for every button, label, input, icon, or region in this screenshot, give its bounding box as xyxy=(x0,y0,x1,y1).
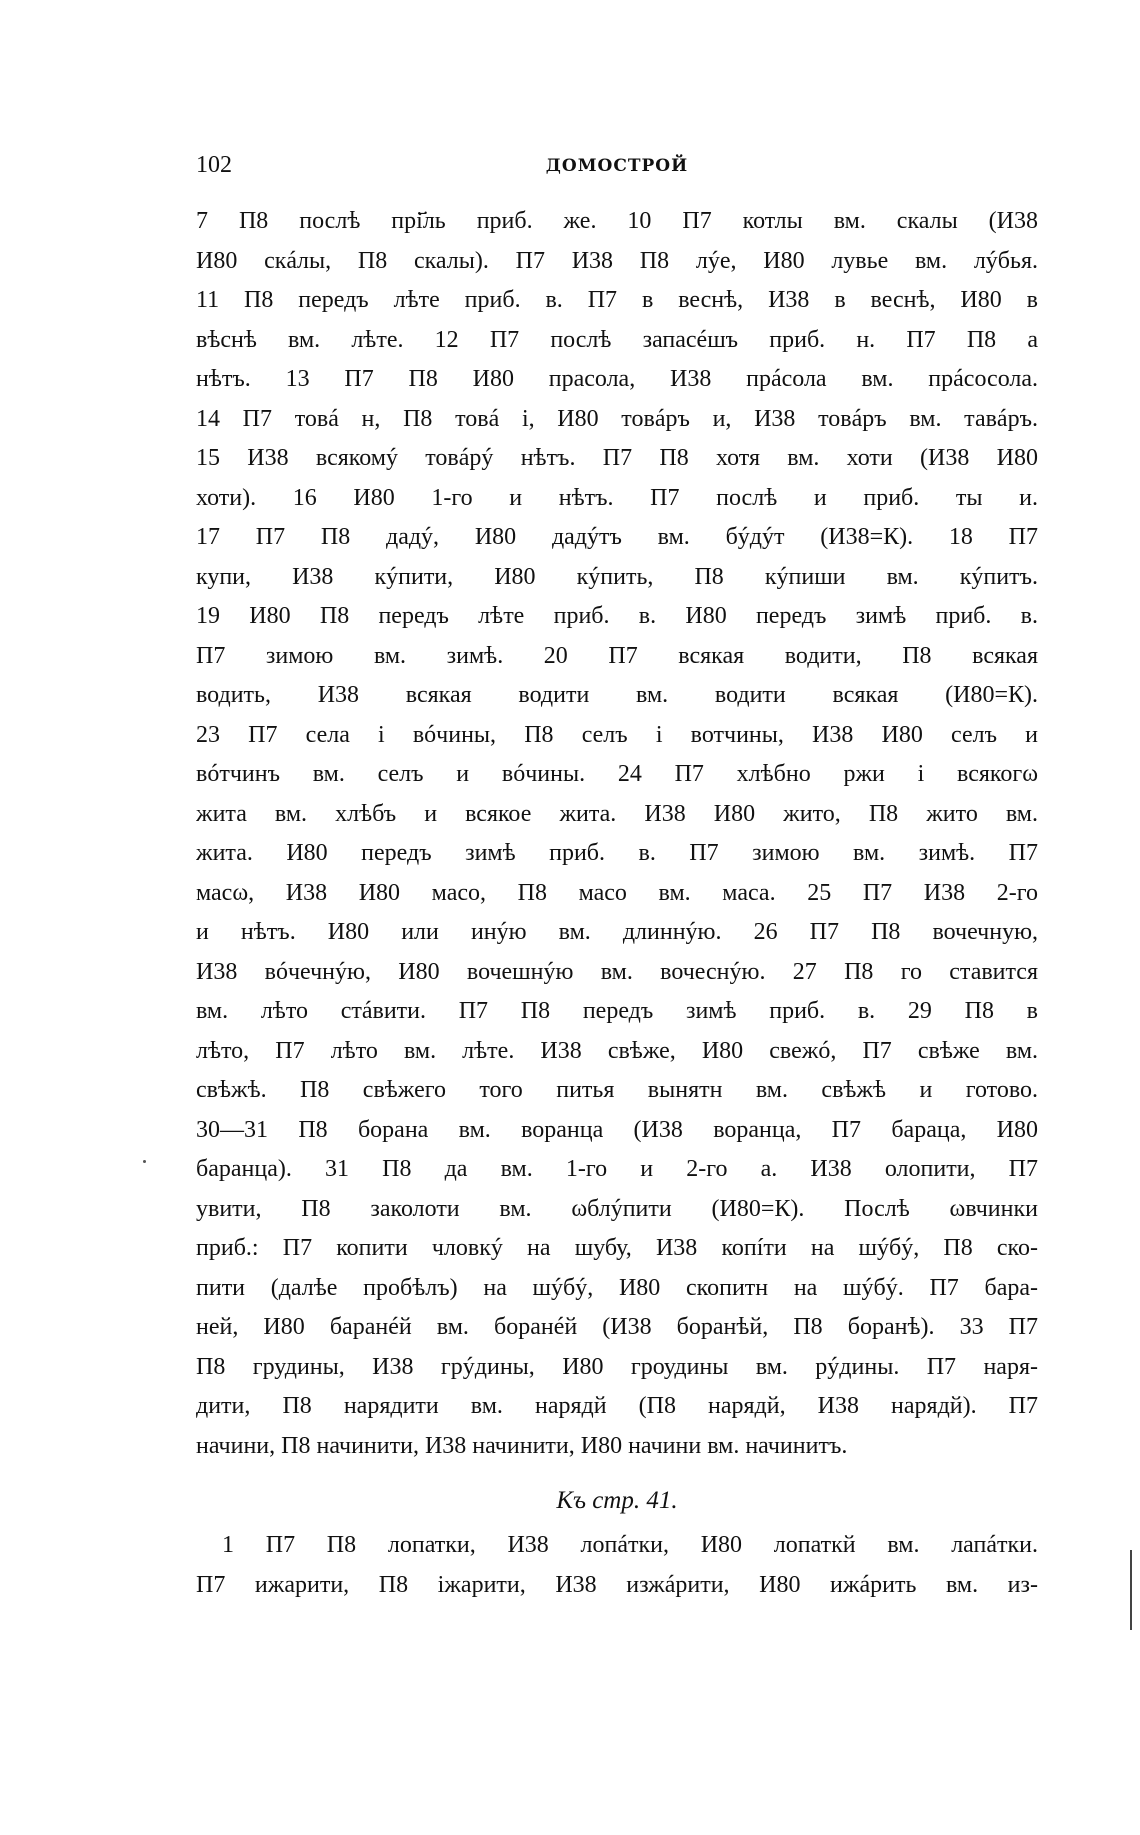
text-line: жита. И80 передъ зимѣ приб. в. П7 зимою вм. зимѣ. П7 xyxy=(196,840,1038,866)
text-line: нѣтъ. 13 П7 П8 И80 прасола, И38 прáсола вм. прáсосола. xyxy=(196,366,1038,392)
text-line: 7 П8 послѣ прі҃ль приб. же. 10 П7 котлы вм. скалы (И38 xyxy=(196,208,1038,234)
text-line: вóтчинъ вм. селъ и вóчины. 24 П7 хлѣбно ржи і всякогω xyxy=(196,761,1038,787)
text-line: хоти). 16 И80 1-го и нѣтъ. П7 послѣ и приб. ты и. xyxy=(196,484,1038,511)
text-line: 14 П7 товá н, П8 товá і, И80 товáръ и, И38 товáръ вм. тавáръ. xyxy=(196,405,1038,432)
page-header xyxy=(196,152,1038,192)
text-line: вм. лѣто стáвити. П7 П8 передъ зимѣ приб. в. 29 П8 в xyxy=(196,998,1038,1024)
text-line: 17 П7 П8 дадý, И80 дадýтъ вм. бýдýт (И38=К). 18 П7 xyxy=(196,524,1038,550)
text-line: П7 ижарити, П8 іжарити, И38 изжáрити, И80 ижáрить вм. из- xyxy=(196,1571,1038,1598)
text-line: П8 грудины, И38 грýдины, И80 гроудины вм. рýдины. П7 наря- xyxy=(196,1353,1038,1380)
text-line: 11 П8 передъ лѣте приб. в. П7 в веснѣ, И38 в веснѣ, И80 в xyxy=(196,287,1038,313)
text-line: лѣто, П7 лѣто вм. лѣте. И38 свѣже, И80 свежó, П7 свѣже вм. xyxy=(196,1037,1038,1064)
text-line: дити, П8 нарядити вм. нарядй (П8 нарядй, И38 нарядй). П7 xyxy=(196,1393,1038,1419)
text-line: пити (далѣе пробѣлъ) на шýбý, И80 скопитн на шýбý. П7 бара- xyxy=(196,1274,1038,1301)
text-line: водить, И38 всякая водити вм. водити всякая (И80=К). xyxy=(196,682,1038,708)
text-line: и нѣтъ. И80 или инýю вм. длиннýю. 26 П7 П8 вочечную, xyxy=(196,919,1038,945)
text-line: масω, И38 И80 масо, П8 масо вм. маса. 25 П7 И38 2-го xyxy=(196,879,1038,906)
text-line: 23 П7 села і вóчины, П8 селъ і вотчины, И38 И80 селъ и xyxy=(196,721,1038,748)
text-line: купи, И38 кýпити, И80 кýпить, П8 кýпиши вм. кýпитъ. xyxy=(196,563,1038,590)
paper-speck xyxy=(143,1160,146,1163)
text-line: 1 П7 П8 лопатки, И38 лопáтки, И80 лопаткй вм. лапáтки. xyxy=(222,1532,1038,1558)
text-line: 15 И38 всякомý товáрý нѣтъ. П7 П8 хотя вм. хоти (И38 И80 xyxy=(196,445,1038,471)
text-line: увити, П8 заколоти вм. ωблýпити (И80=К). Послѣ ωвчинки xyxy=(196,1195,1038,1222)
text-line: ней, И80 баранéй вм. боранéй (И38 боранѣй, П8 боранѣ). 33 П7 xyxy=(196,1314,1038,1340)
text-line: И80 скáлы, П8 скалы). П7 И38 П8 лýе, И80 лувье вм. лýбья. xyxy=(196,247,1038,274)
text-line: начини, П8 начинити, И38 начинити, И80 начини вм. начинитъ. xyxy=(196,1432,848,1459)
text-line: баранца). 31 П8 да вм. 1-го и 2-го а. И38 олопити, П7 xyxy=(196,1156,1038,1182)
text-line: П7 зимою вм. зимѣ. 20 П7 всякая водити, П8 всякая xyxy=(196,642,1038,669)
text-line: И38 вóчечнýю, И80 вочешнýю вм. вочеснýю. 27 П8 го ставится xyxy=(196,958,1038,985)
text-line: жита вм. хлѣбъ и всякое жита. И38 И80 жито, П8 жито вм. xyxy=(196,800,1038,827)
text-line: 19 И80 П8 передъ лѣте приб. в. И80 передъ зимѣ приб. в. xyxy=(196,603,1038,629)
text-line: вѣснѣ вм. лѣте. 12 П7 послѣ запасéшъ приб. н. П7 П8 а xyxy=(196,326,1038,353)
page-body xyxy=(196,202,1038,1605)
margin-mark xyxy=(1130,1550,1132,1630)
text-line: свѣжѣ. П8 свѣжего того питья вынятн вм. свѣжѣ и готово. xyxy=(196,1077,1038,1103)
page-number: 102 xyxy=(196,152,232,178)
section-heading: Къ стр. 41. xyxy=(556,1487,678,1514)
text-line: 30—31 П8 борана вм. воранца (И38 воранца, П7 бараца, И80 xyxy=(196,1116,1038,1143)
running-head: ДОМОСТРОЙ xyxy=(545,156,689,176)
text-line: приб.: П7 копити чловкý на шубу, И38 копíти на шýбý, П8 ско- xyxy=(196,1235,1038,1261)
